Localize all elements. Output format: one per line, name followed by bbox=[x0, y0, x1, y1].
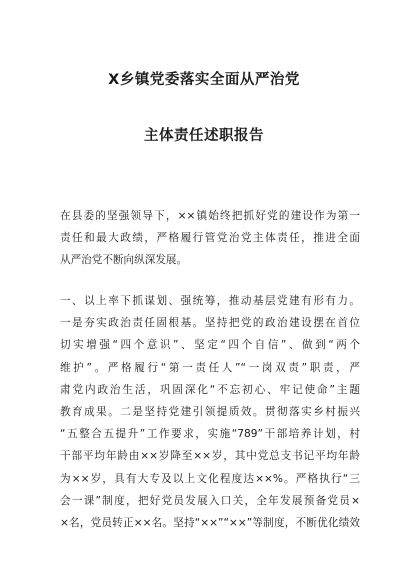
body-line: 教育成果。二是坚持党建引领提质效。贯彻落实乡村振兴 bbox=[60, 406, 360, 419]
body-line: “五整合五提升”工作要求，实施“789”干部培养计划，村 bbox=[60, 428, 360, 441]
body-line: ×名，党员转正××名。坚持“××”“××”等制度，不断优化绩效 bbox=[60, 517, 360, 530]
body-line: 为××岁，具有大专及以上文化程度达××%。严格执行“三 bbox=[60, 472, 360, 485]
body-line: 会一课”制度，把好党员发展入口关，全年发展预备党员× bbox=[60, 494, 360, 507]
body-line: 切实增强“四个意识”、坚定“四个自信”、做到“两个 bbox=[60, 339, 360, 352]
intro-line: 在县委的坚强领导下，××镇始终把抓好党的建设作为第一 bbox=[60, 210, 360, 222]
body-line: 肃党内政治生活，巩固深化“不忘初心、牢记使命”主题 bbox=[60, 383, 360, 396]
document-title-line-2: 主体责任述职报告 bbox=[144, 128, 264, 144]
section-one-paragraph bbox=[60, 290, 360, 534]
intro-line: 从严治党不断向纵深发展。 bbox=[60, 254, 188, 267]
document-title-line-1: X乡镇党委落实全面从严治党 bbox=[108, 72, 300, 88]
body-line: 一、以上率下抓谋划、强统筹，推动基层党建有形有力。 bbox=[60, 295, 360, 307]
body-line: 一是夯实政治责任固根基。坚持把党的政治建设摆在首位 bbox=[60, 317, 360, 330]
body-line: 干部平均年龄由××岁降至××岁，其中党总支书记平均年龄 bbox=[60, 450, 360, 463]
body-line: 维护”。严格履行“第一责任人”“一岗双责”职责，严 bbox=[60, 361, 360, 374]
intro-line: 责任和最大政绩，严格履行管党治党主体责任，推进全面 bbox=[60, 232, 360, 245]
intro-paragraph bbox=[60, 205, 360, 272]
